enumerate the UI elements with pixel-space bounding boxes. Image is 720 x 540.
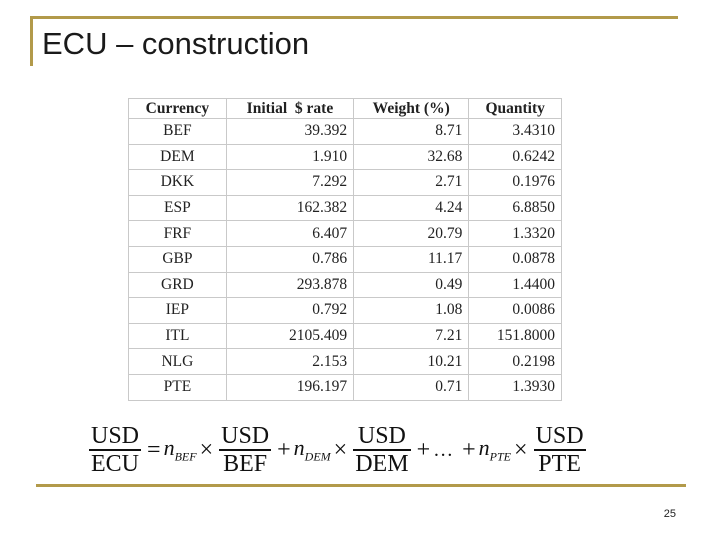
formula-equals-sign: = [147, 436, 161, 463]
column-header-currency: Currency [129, 99, 227, 119]
column-header-initial-rate: Initial $ rate [226, 99, 353, 119]
cell-weight: 1.08 [354, 298, 469, 324]
slide-title: ECU – construction [42, 26, 310, 61]
cell-currency: BEF [129, 119, 227, 145]
coef-symbol: n [478, 435, 490, 461]
formula-fraction-pte [534, 423, 586, 477]
fraction-numerator: USD [357, 423, 406, 449]
cell-weight: 20.79 [354, 221, 469, 247]
coef-symbol: n [163, 435, 175, 461]
table-row [129, 119, 562, 145]
cell-weight: 32.68 [354, 144, 469, 170]
cell-quantity: 0.0086 [469, 298, 562, 324]
cell-weight: 4.24 [354, 195, 469, 221]
column-header-quantity: Quantity [469, 99, 562, 119]
cell-currency: FRF [129, 221, 227, 247]
formula-plus-sign: + [416, 436, 431, 463]
cell-initial-rate: 0.786 [226, 246, 353, 272]
ecu-formula [86, 420, 589, 480]
table-row [129, 374, 562, 400]
cell-initial-rate: 7.292 [226, 170, 353, 196]
title-frame-top-rule [30, 16, 678, 19]
cell-currency: ESP [129, 195, 227, 221]
cell-quantity: 1.3930 [469, 374, 562, 400]
cell-weight: 0.49 [354, 272, 469, 298]
table-row [129, 298, 562, 324]
column-header-weight: Weight (%) [354, 99, 469, 119]
cell-currency: DEM [129, 144, 227, 170]
formula-ellipsis: … [433, 438, 454, 461]
fraction-numerator: USD [535, 423, 584, 449]
fraction-denominator: BEF [223, 451, 268, 477]
table-row [129, 246, 562, 272]
cell-initial-rate: 1.910 [226, 144, 353, 170]
cell-quantity: 6.8850 [469, 195, 562, 221]
fraction-denominator: PTE [538, 451, 581, 477]
formula-fraction-dem [353, 423, 410, 477]
cell-currency: ITL [129, 323, 227, 349]
table-row [129, 349, 562, 375]
cell-quantity: 3.4310 [469, 119, 562, 145]
cell-currency: IEP [129, 298, 227, 324]
table-header-row [129, 99, 562, 119]
table-row [129, 195, 562, 221]
formula-times-sign: × [333, 436, 348, 463]
formula-lhs-denominator: ECU [91, 451, 139, 477]
cell-weight: 11.17 [354, 246, 469, 272]
table-body [129, 119, 562, 401]
page-number: 25 [663, 508, 676, 520]
table-row [129, 221, 562, 247]
cell-currency: NLG [129, 349, 227, 375]
cell-initial-rate: 2.153 [226, 349, 353, 375]
coef-subscript: BEF [174, 449, 197, 464]
title-frame-left-rule [30, 16, 33, 66]
table-row [129, 272, 562, 298]
cell-currency: GBP [129, 246, 227, 272]
cell-initial-rate: 293.878 [226, 272, 353, 298]
formula-lhs-fraction [89, 423, 141, 477]
formula-times-sign: × [199, 436, 214, 463]
cell-quantity: 1.3320 [469, 221, 562, 247]
formula-lhs-numerator: USD [91, 423, 140, 449]
cell-currency: DKK [129, 170, 227, 196]
cell-currency: GRD [129, 272, 227, 298]
cell-initial-rate: 196.197 [226, 374, 353, 400]
cell-initial-rate: 0.792 [226, 298, 353, 324]
cell-weight: 0.71 [354, 374, 469, 400]
coef-subscript: PTE [489, 449, 511, 464]
formula-times-sign: × [514, 436, 528, 463]
cell-currency: PTE [129, 374, 227, 400]
formula-plus-sign: + [462, 436, 476, 463]
table-row [129, 323, 562, 349]
cell-weight: 2.71 [354, 170, 469, 196]
fraction-denominator: DEM [355, 451, 409, 477]
cell-initial-rate: 2105.409 [226, 323, 353, 349]
footer-rule [36, 484, 686, 487]
cell-quantity: 0.2198 [469, 349, 562, 375]
cell-initial-rate: 6.407 [226, 221, 353, 247]
formula-coef-dem [294, 435, 331, 464]
cell-initial-rate: 162.382 [226, 195, 353, 221]
cell-weight: 10.21 [354, 349, 469, 375]
cell-weight: 7.21 [354, 323, 469, 349]
cell-initial-rate: 39.392 [226, 119, 353, 145]
cell-quantity: 0.1976 [469, 170, 562, 196]
cell-quantity: 0.6242 [469, 144, 562, 170]
fraction-numerator: USD [221, 423, 270, 449]
formula-plus-sign: + [277, 436, 291, 463]
cell-quantity: 0.0878 [469, 246, 562, 272]
coef-symbol: n [293, 435, 305, 461]
cell-quantity: 151.8000 [469, 323, 562, 349]
cell-weight: 8.71 [354, 119, 469, 145]
coef-subscript: DEM [304, 449, 331, 464]
table-row [129, 170, 562, 196]
ecu-weights-table [128, 98, 562, 401]
formula-coef-pte [479, 435, 511, 464]
formula-fraction-bef [219, 423, 271, 477]
table-row [129, 144, 562, 170]
formula-coef-bef [164, 435, 197, 464]
cell-quantity: 1.4400 [469, 272, 562, 298]
